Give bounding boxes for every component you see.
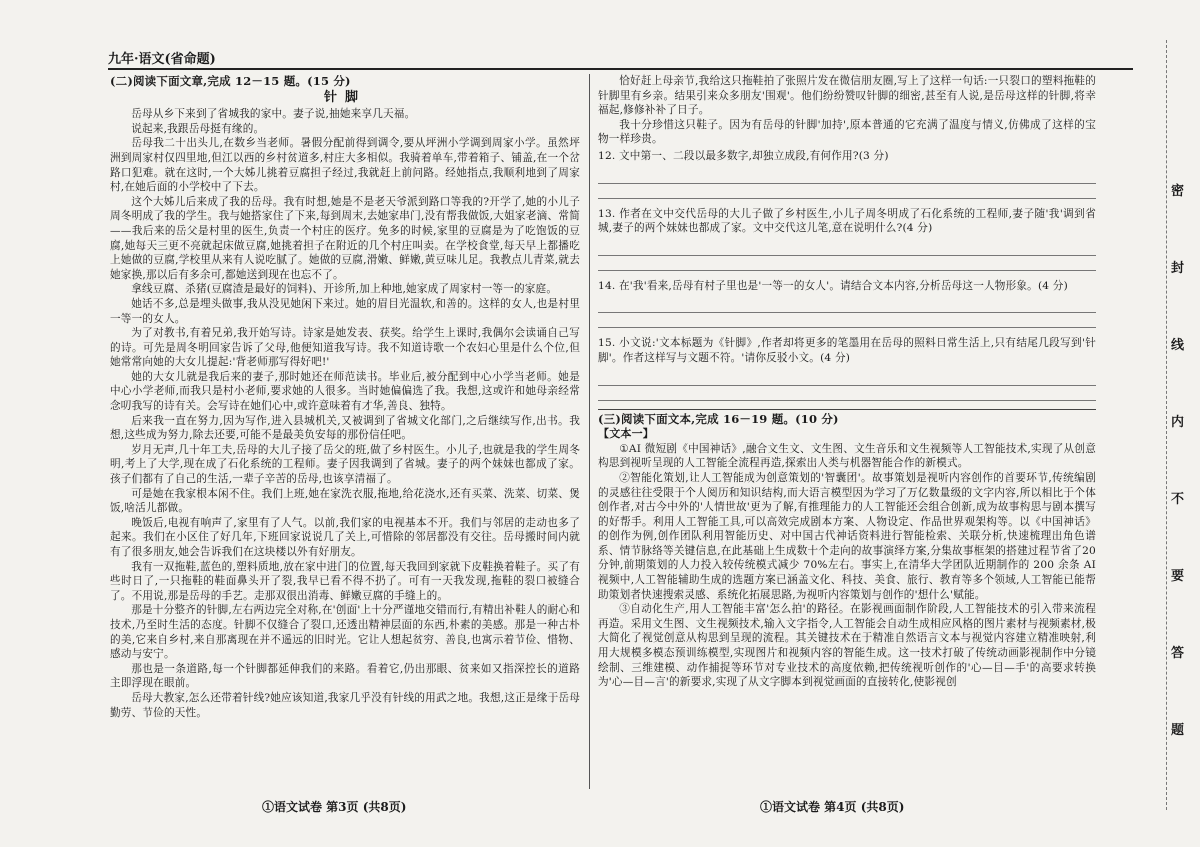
seal-char: 要 bbox=[1171, 569, 1185, 584]
seal-char: 答 bbox=[1171, 646, 1185, 661]
paragraph: 恰好赶上母亲节,我给这只拖鞋拍了张照片发在微信朋友圈,写上了这样一句话:一只裂口的塑料拖鞋的针脚里有乡亲。结果引来众多朋友'围观'。他们纷纷赞叹针脚的细密,甚至有人说,是岳母这样的针脚,将幸福起,修修补补了日子。 bbox=[598, 75, 1096, 117]
text1-label: 【文本一】 bbox=[598, 427, 654, 441]
paragraph: 那也是一条道路,每一个针脚都延伸我们的来路。看着它,仍出那眼、贫来如又指深控长的道路主即浮现在眼前。 bbox=[110, 662, 580, 690]
text1-body bbox=[598, 442, 1096, 690]
seal-char: 密 bbox=[1171, 184, 1185, 199]
header-title: 九年·语文(省命题) bbox=[108, 52, 216, 67]
answer-area[interactable] bbox=[598, 298, 1096, 328]
answer-area[interactable] bbox=[598, 241, 1096, 271]
section-3-title: (三)阅读下面文本,完成 16－19 题。(10 分) bbox=[598, 411, 839, 426]
article-title: 针脚 bbox=[323, 89, 366, 105]
seal-line bbox=[1166, 40, 1186, 810]
answer-line[interactable] bbox=[598, 313, 1096, 328]
paragraph: ③自动化生产,用人工智能丰富'怎么拍'的路径。在影视画面制作阶段,人工智能技术的引入带来流程再造。采用文生图、文生视频技术,输入文字指令,人工智能会自动生成相应风格的图片素材与视频素材,极大简化了视觉创意从构思到呈现的流程。其关键技术在于精准自然语言文本与视觉内容建立精准映射,利用大规模多模态预训练模型,实现图片和视频内容的智能生成。这一技术打破了传统动画影视制作中分镜绘制、三维建模、动作捕捉等环节对专业技术的高度依赖,把传统视听创作的'心—目—手'的高要求转换为'心—目—言'的新要求,实现了从文字脚本到视觉画面的直接转化,使影视创 bbox=[598, 603, 1096, 689]
paragraph: 岳母大教家,怎么还带着针线?她应该知道,我家几乎没有针线的用武之地。我想,这正是缘于岳母勤劳、节俭的天性。 bbox=[110, 691, 580, 719]
paragraph: 岁月无声,几十年工夫,岳母的大儿子接了岳父的班,做了乡村医生。小儿子,也就是我的学生周冬明,考上了大学,现在成了石化系统的工程师。妻子因我调到了省城。妻子的两个妹妹也都成了家。孩子们都有了自己的生活,一辈子辛苦的岳母,也该享清福了。 bbox=[110, 443, 580, 486]
seal-char: 线 bbox=[1171, 338, 1185, 353]
paragraph: ②智能化策划,让人工智能成为创意策划的'智囊团'。故事策划是视听内容创作的首要环节,传统编剧的灵感往往受限于个人阅历和知识结构,而大语言模型因为学习了万亿数量级的文字内容,所以相比于个体创作者,对古今中外的'人情世故'更为了解,有推理能力的人工智能还会组合创新,成为故事构思与剧本撰写的好帮手。利用人工智能工具,可以高效完成剧本方案、人物设定、作品世界观架构等。以《中国神话》的创作为例,创作团队利用智能历史、对中国古代神话资料进行智能检索、关联分析,快速梳理出角色谱系、情节脉络等关键信息,在此基础上生成数十个走向的故事演绎方案,分集故事框架的搭建过程节省了20分钟,前期策划的人力投入较传统模式减少 70%左右。事实上,在清华大学团队近期制作的 200 余条 AI 视频中,人工智能辅助生成的选题方案已涵盖文化、科技、美食、旅行、教育等多个领域,人工智能已能帮助策划者快速搜索灵感、系统化拓展思路,为视听内容策划与创作的'想什么'赋能。 bbox=[598, 471, 1096, 601]
right-column bbox=[598, 74, 1096, 690]
section-2-title: (二)阅读下面文章,完成 12－15 题。(15 分) bbox=[110, 74, 351, 88]
paragraph: 晚饭后,电视有响声了,家里有了人气。以前,我们家的电视基本不开。我们与邻居的走动也多了起来。我们在小区住了好几年,下班回家说说几了关上,可惜除的邻居都没有交往。岳母搬时间内就有了很多朋友,她会告诉我们在这块楼以外有好朋友。 bbox=[110, 516, 580, 558]
column-divider bbox=[589, 74, 590, 789]
answer-line[interactable] bbox=[598, 298, 1096, 313]
paragraph: 岳母从乡下来到了省城我的家中。妻子说,抽她来享几天福。 bbox=[131, 108, 416, 121]
paragraph: 那是十分整齐的针脚,左右两边完全对称,在'创面'上十分严谨地交错而行,有精出补鞋人的耐心和技术,乃至时生活的态度。针脚不仅缝合了裂口,还透出精神层面的东西,朴素的美感。那是一种古朴的美,它来自乡村,来自那离现在并不遥远的旧时光。它让人想起贫穷、善良,也寓示着节俭、惜物、感动与安宁。 bbox=[110, 604, 580, 661]
page-header bbox=[108, 44, 1133, 70]
question-12: 12. 文中第一、二段以最多数字,却独立成段,有何作用?(3 分) bbox=[598, 149, 889, 162]
footer-left: ①语文试卷 第3页 (共8页) bbox=[262, 800, 407, 814]
question-14: 14. 在'我'看来,岳母有村子里也是'一等一的女人'。请结合文本内容,分析岳母这一人物形象。(4 分) bbox=[598, 279, 1068, 292]
footer-right: ①语文试卷 第4页 (共8页) bbox=[760, 800, 905, 814]
answer-line[interactable] bbox=[598, 184, 1096, 199]
paragraph: 说起来,我跟岳母挺有缘的。 bbox=[131, 122, 265, 135]
answer-line[interactable] bbox=[598, 256, 1096, 271]
answer-area[interactable] bbox=[598, 371, 1096, 401]
seal-char: 内 bbox=[1171, 415, 1185, 430]
seal-char: 封 bbox=[1171, 261, 1185, 276]
paragraph: 可是她在我家根本闲不住。我们上班,她在家洗衣服,拖地,给花浇水,还有买菜、洗菜、切菜、煲饭,啥活儿都做。 bbox=[110, 487, 580, 515]
paragraph: ①AI 微短剧《中国神话》,融合文生文、文生图、文生音乐和文生视频等人工智能技术,实现了从创意构思到视听呈现的人工智能全流程再造,探索出人类与机器智能合作的新模式。 bbox=[598, 442, 1096, 470]
question-15: 15. 小文说:'文本标题为《针脚》,作者却将更多的笔墨用在岳母的照料日常生活上,只有结尾几段写到'针脚'。作者这样写与文题不符。'请你反驳小文。(4 分) bbox=[598, 337, 1096, 364]
paragraph: 我十分珍惜这只鞋子。因为有岳母的针脚'加持',原本普通的它充满了温度与情义,仿佛成了这样的宝物一样珍贵。 bbox=[598, 118, 1096, 146]
seal-char: 题 bbox=[1171, 723, 1185, 738]
seal-char: 不 bbox=[1171, 492, 1185, 507]
paragraph: 为了对教书,有着兄弟,我开始写诗。诗家是她发表、获奖。给学生上课时,我偶尔会读诵自己写的诗。可先是周冬明回家告诉了父母,他便知道我写诗。我不知道诗歌一个农妇心里是什么个位,但她常常向她的大女儿提起:'背老师那写得好吧!' bbox=[110, 327, 580, 369]
answer-line[interactable] bbox=[598, 169, 1096, 184]
paragraph: 这个大姊儿后来成了我的岳母。我有时想,她是不是老天爷派到路口等我的?开学了,她的小儿子周冬明成了我的学生。我与她搭家住了下来,每到周末,去她家串门,没有帮我做饭,大姐家老滴、常简——我后来的岳父是村里的医生,负责一个村庄的医疗。免多的时候,家里的豆腐是为了吃饱饭的豆腐,她每天三更不亮就起床做豆腐,她挑着担子在附近的几个村庄叫卖。在学校食堂,每天早上都播吃上她做的豆腐,学校里从来有人说吃腻了。她做的豆腐,滑嫩、鲜嫩,黄豆味儿足。我教点儿青菜,就去她家换,那以后有多余可,都她送到现在也忘不了。 bbox=[110, 195, 580, 281]
paragraph: 拿线豆腐、杀猪(豆腐渣是最好的饲料)、开诊所,加上种地,她家成了周家村一等一的家庭。 bbox=[131, 283, 558, 296]
questions-block bbox=[598, 149, 1096, 401]
paragraph: 岳母我二十出头儿,在数乡当老师。暑假分配前得到调令,要从坪洲小学调到周家小学。虽然坪洲到周家村仅四里地,但江以西的乡村贫道多,村庄大多相似。我骑着单车,带着箱子、铺盖,在一个岔路口犯难。就在这时,一个大姊儿挑着豆腐担子经过,我就赶上前问路。经她指点,我顺利地到了周家村,在她后面的小学校中了下去。 bbox=[110, 137, 580, 194]
article-body bbox=[110, 107, 580, 720]
question-13: 13. 作者在文中交代岳母的大儿子做了乡村医生,小儿子周冬明成了石化系统的工程师,妻子随'我'调到省城,妻子的两个妹妹也都成了家。文中交代这儿笔,意在说明什么?(4 分) bbox=[598, 207, 1096, 235]
section-3 bbox=[598, 409, 1096, 690]
paragraph: 她的大女儿就是我后来的妻子,那时她还在师范读书。毕业后,被分配到中心小学当老师。她是中心小学老师,而我只是村小老师,要求她的人很多。当时她偏偏选了我。我想,这或许和她母亲经常念叨我写的诗有关。会写诗在她们心中,或许意味着有才华,善良、独特。 bbox=[110, 370, 580, 413]
answer-line[interactable] bbox=[598, 241, 1096, 256]
article-continuation bbox=[598, 74, 1096, 147]
answer-line[interactable] bbox=[598, 371, 1096, 386]
paragraph: 我有一双拖鞋,蓝色的,塑料质地,放在家中进门的位置,每天我回到家就下皮鞋换着鞋子。买了有些时日了,一只拖鞋的鞋面鼻头开了裂,我早已看不得不扔了。可有一天我发现,拖鞋的裂口被缝合了。不用说,那是岳母的手艺。走那双很出消毒、鲜嫩豆腐的手缝上的。 bbox=[110, 560, 580, 602]
paragraph: 后来我一直在努力,因为写作,进入县城机关,又被调到了省城文化部门,之后继续写作,出书。我想,这些成为努力,除去还要,可能不是最美负安每的那份信任吧。 bbox=[110, 414, 580, 442]
left-column bbox=[110, 74, 580, 720]
answer-line[interactable] bbox=[598, 386, 1096, 401]
paragraph: 她话不多,总是埋头做事,我从没见她闲下来过。她的眉目光温软,和善的。这样的女人,也是村里一等一的女人。 bbox=[110, 297, 580, 325]
answer-area[interactable] bbox=[598, 169, 1096, 199]
